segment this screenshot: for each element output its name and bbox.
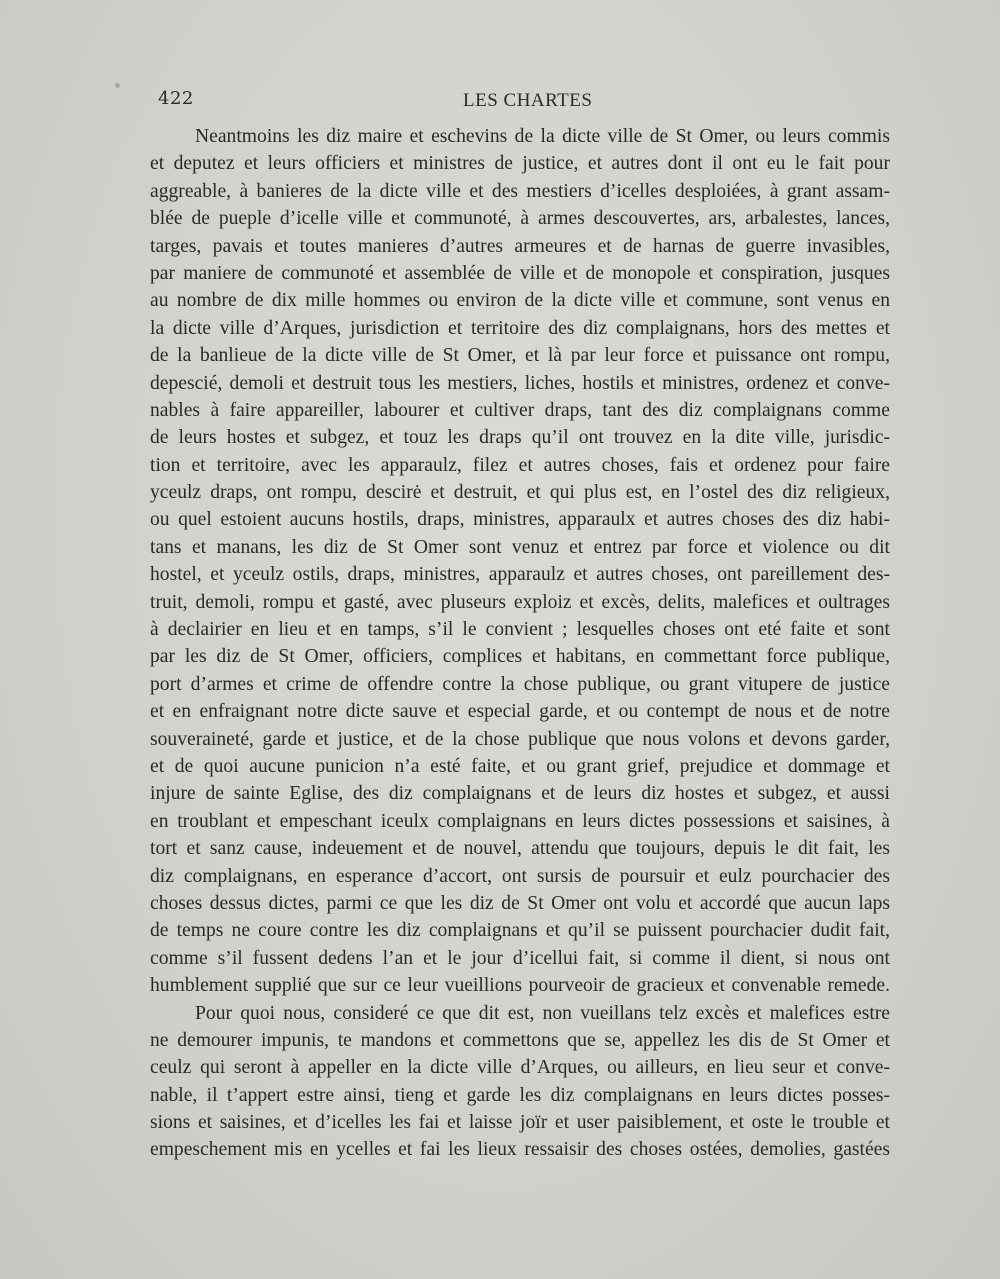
text-line: en troublant et empeschant iceulx complaignans en leurs dictes possessions et saisines, à: [150, 810, 890, 832]
text-line: nable, il t’appert estre ainsi, tieng et garde les diz complaignans en leurs dictes posses-: [150, 1084, 890, 1106]
text-line: depescié, demoli et destruit tous les mestiers, liches, hostils et ministres, ordenez et conve-: [150, 372, 890, 394]
text-line: hostel, et yceulz ostils, draps, ministres, apparaulz et autres choses, ont pareillement des-: [150, 564, 890, 586]
running-title: LES CHARTES: [463, 90, 593, 111]
text-line: ou quel estoient aucuns hostils, draps, ministres, apparaulx et autres choses des diz habi-: [150, 509, 890, 531]
text-line: ne demourer impunis, te mandons et commettons que se, appellez les dis de St Omer et: [150, 1029, 890, 1051]
text-line: nables à faire appareiller, labourer et cultiver draps, tant des diz complaignans comme: [150, 399, 890, 421]
text-line: Pour quoi nous, consideré ce que dit est, non vueillans telz excès et malefices estre: [195, 1002, 890, 1024]
text-line: de la banlieue de la dicte ville de St Omer, et là par leur force et puissance ont rompu,: [150, 345, 890, 367]
page-header: [158, 88, 898, 118]
paper-speck: [115, 83, 120, 88]
page-number: 422: [158, 88, 194, 109]
text-line: tans et manans, les diz de St Omer sont venuz et entrez par force et violence ou dit: [150, 536, 890, 558]
text-line: truit, demoli, rompu et gasté, avec pluseurs exploiz et excès, delits, malefices et oultrages: [150, 591, 890, 613]
text-line: humblement supplié que sur ce leur vueillions pourveoir de gracieux et convenable remede.: [150, 975, 890, 997]
text-line: tort et sanz cause, indeuement et de nouvel, attendu que toujours, depuis le dit fait, les: [150, 838, 890, 860]
text-line: la dicte ville d’Arques, jurisdiction et territoire des diz complaignans, hors des mettes et: [150, 317, 890, 339]
text-line: port d’armes et crime de offendre contre la chose publique, ou grant vitupere de justice: [150, 673, 890, 695]
text-line: choses dessus dictes, parmi ce que les diz de St Omer ont volu et accordé que aucun laps: [150, 892, 890, 914]
text-line: yceulz draps, ont rompu, descirė et destruit, et qui plus est, en l’ostel des diz religieux,: [150, 482, 890, 504]
text-line: et en enfraignant notre dicte sauve et especial garde, et ou contempt de nous et de notre: [150, 701, 890, 723]
text-line: injure de sainte Eglise, des diz complaignans et de leurs diz hostes et subgez, et aussi: [150, 783, 890, 805]
body-text: [150, 123, 890, 1164]
text-line: diz complaignans, en esperance d’accort, ont sursis de poursuir et eulz pourchacier des: [150, 865, 890, 887]
text-line: targes, pavais et toutes manieres d’autres armeures et de harnas de guerre invasibles,: [150, 235, 890, 257]
text-line: Neantmoins les diz maire et eschevins de la dicte ville de St Omer, ou leurs commis: [195, 126, 890, 147]
text-line: empeschement mis en ycelles et fai les lieux ressaisir des choses ostées, demolies, gastées: [150, 1139, 890, 1161]
text-line: de leurs hostes et subgez, et touz les draps qu’il ont trouvez en la dite ville, jurisdic-: [150, 427, 890, 449]
text-line: souveraineté, garde et justice, et de la chose publique que nous volons et devons garder,: [150, 728, 890, 750]
text-line: aggreable, à banieres de la dicte ville et des mestiers d’icelles desploiées, à grant assam-: [150, 180, 890, 202]
text-line: blée de pueple d’icelle ville et communoté, à armes descouvertes, ars, arbalestes, lances,: [150, 208, 890, 230]
text-line: à declairier en lieu et en tamps, s’il le convient ; lesquelles choses ont eté faite et sont: [150, 619, 890, 641]
text-line: et deputez et leurs officiers et ministres de justice, et autres dont il ont eu le fait pour: [150, 153, 890, 175]
text-line: par maniere de communoté et assemblée de ville et de monopole et conspiration, jusques: [150, 262, 890, 284]
text-line: au nombre de dix mille hommes ou environ de la dicte ville et commune, sont venus en: [150, 290, 890, 312]
paragraph: [150, 1000, 890, 1164]
text-line: ceulz qui seront à appeller en la dicte ville d’Arques, ou ailleurs, en lieu seur et conve-: [150, 1057, 890, 1079]
text-line: sions et saisines, et d’icelles les fai et laisse joïr et user paisiblement, et oste le trouble et: [150, 1112, 890, 1134]
text-line: de temps ne coure contre les diz complaignans et qu’il se puissent pourchacier dudit fait,: [150, 920, 890, 942]
text-line: comme s’il fussent dedens l’an et le jour d’icellui fait, si comme il dient, si nous ont: [150, 947, 890, 969]
text-line: tion et territoire, avec les apparaulz, filez et autres choses, fais et ordenez pour faire: [150, 454, 890, 476]
text-line: par les diz de St Omer, officiers, complices et habitans, en commettant force publique,: [150, 646, 890, 668]
text-line: et de quoi aucune punicion n’a esté faite, et ou grant grief, prejudice et dommage et: [150, 755, 890, 777]
paragraph: [150, 123, 890, 1000]
